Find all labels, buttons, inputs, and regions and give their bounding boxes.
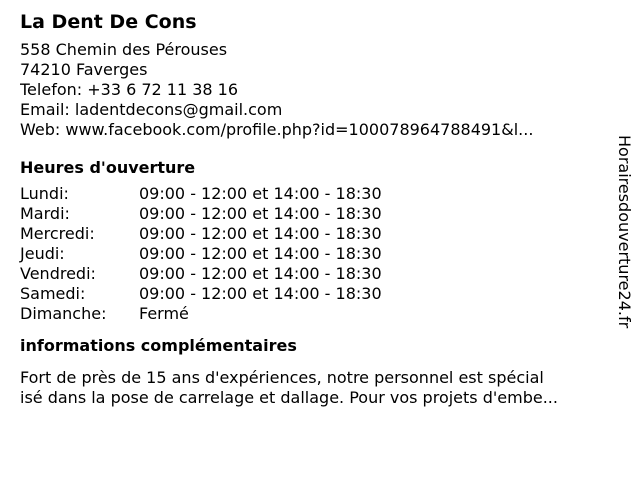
hours-row-dimanche: [20, 304, 610, 324]
hours-row-vendredi: [20, 264, 610, 284]
hours-row-mercredi: [20, 224, 610, 244]
brand-watermark: [614, 135, 634, 371]
time-value: 09:00 - 12:00 et 14:00 - 18:30: [139, 264, 382, 283]
info-line-2: isé dans la pose de carrelage et dallage. Pour vos projets d'embe...: [20, 388, 558, 407]
day-label: Vendredi:: [20, 264, 96, 283]
business-card: [20, 8, 610, 408]
hours-row-mardi: [20, 204, 610, 224]
hours-table: [20, 184, 610, 324]
day-label: Jeudi:: [20, 244, 65, 263]
day-label: Lundi:: [20, 184, 69, 203]
time-value: 09:00 - 12:00 et 14:00 - 18:30: [139, 244, 382, 263]
hours-row-lundi: [20, 184, 610, 204]
hours-row-samedi: [20, 284, 610, 304]
day-label: Samedi:: [20, 284, 86, 303]
time-value: 09:00 - 12:00 et 14:00 - 18:30: [139, 204, 382, 223]
email-line: Email: ladentdecons@gmail.com: [20, 100, 283, 119]
time-value: 09:00 - 12:00 et 14:00 - 18:30: [139, 224, 382, 243]
contact-block: [20, 40, 610, 140]
web-line: Web: www.facebook.com/profile.php?id=100078964788491&l...: [20, 120, 534, 139]
time-value: 09:00 - 12:00 et 14:00 - 18:30: [139, 184, 382, 203]
day-label: Mardi:: [20, 204, 70, 223]
info-heading: informations complémentaires: [20, 336, 297, 355]
info-description: [20, 368, 610, 408]
day-label: Dimanche:: [20, 304, 107, 323]
time-value: Fermé: [139, 304, 189, 323]
brand-text: Horairesdouverture24.fr: [615, 135, 634, 329]
phone-line: Telefon: +33 6 72 11 38 16: [20, 80, 239, 99]
business-name: La Dent De Cons: [20, 11, 197, 33]
hours-heading: Heures d'ouverture: [20, 158, 196, 177]
day-label: Mercredi:: [20, 224, 95, 243]
address-street: 558 Chemin des Pérouses: [20, 40, 228, 59]
address-city: 74210 Faverges: [20, 60, 148, 79]
hours-row-jeudi: [20, 244, 610, 264]
info-line-1: Fort de près de 15 ans d'expériences, notre personnel est spécial: [20, 368, 544, 387]
time-value: 09:00 - 12:00 et 14:00 - 18:30: [139, 284, 382, 303]
